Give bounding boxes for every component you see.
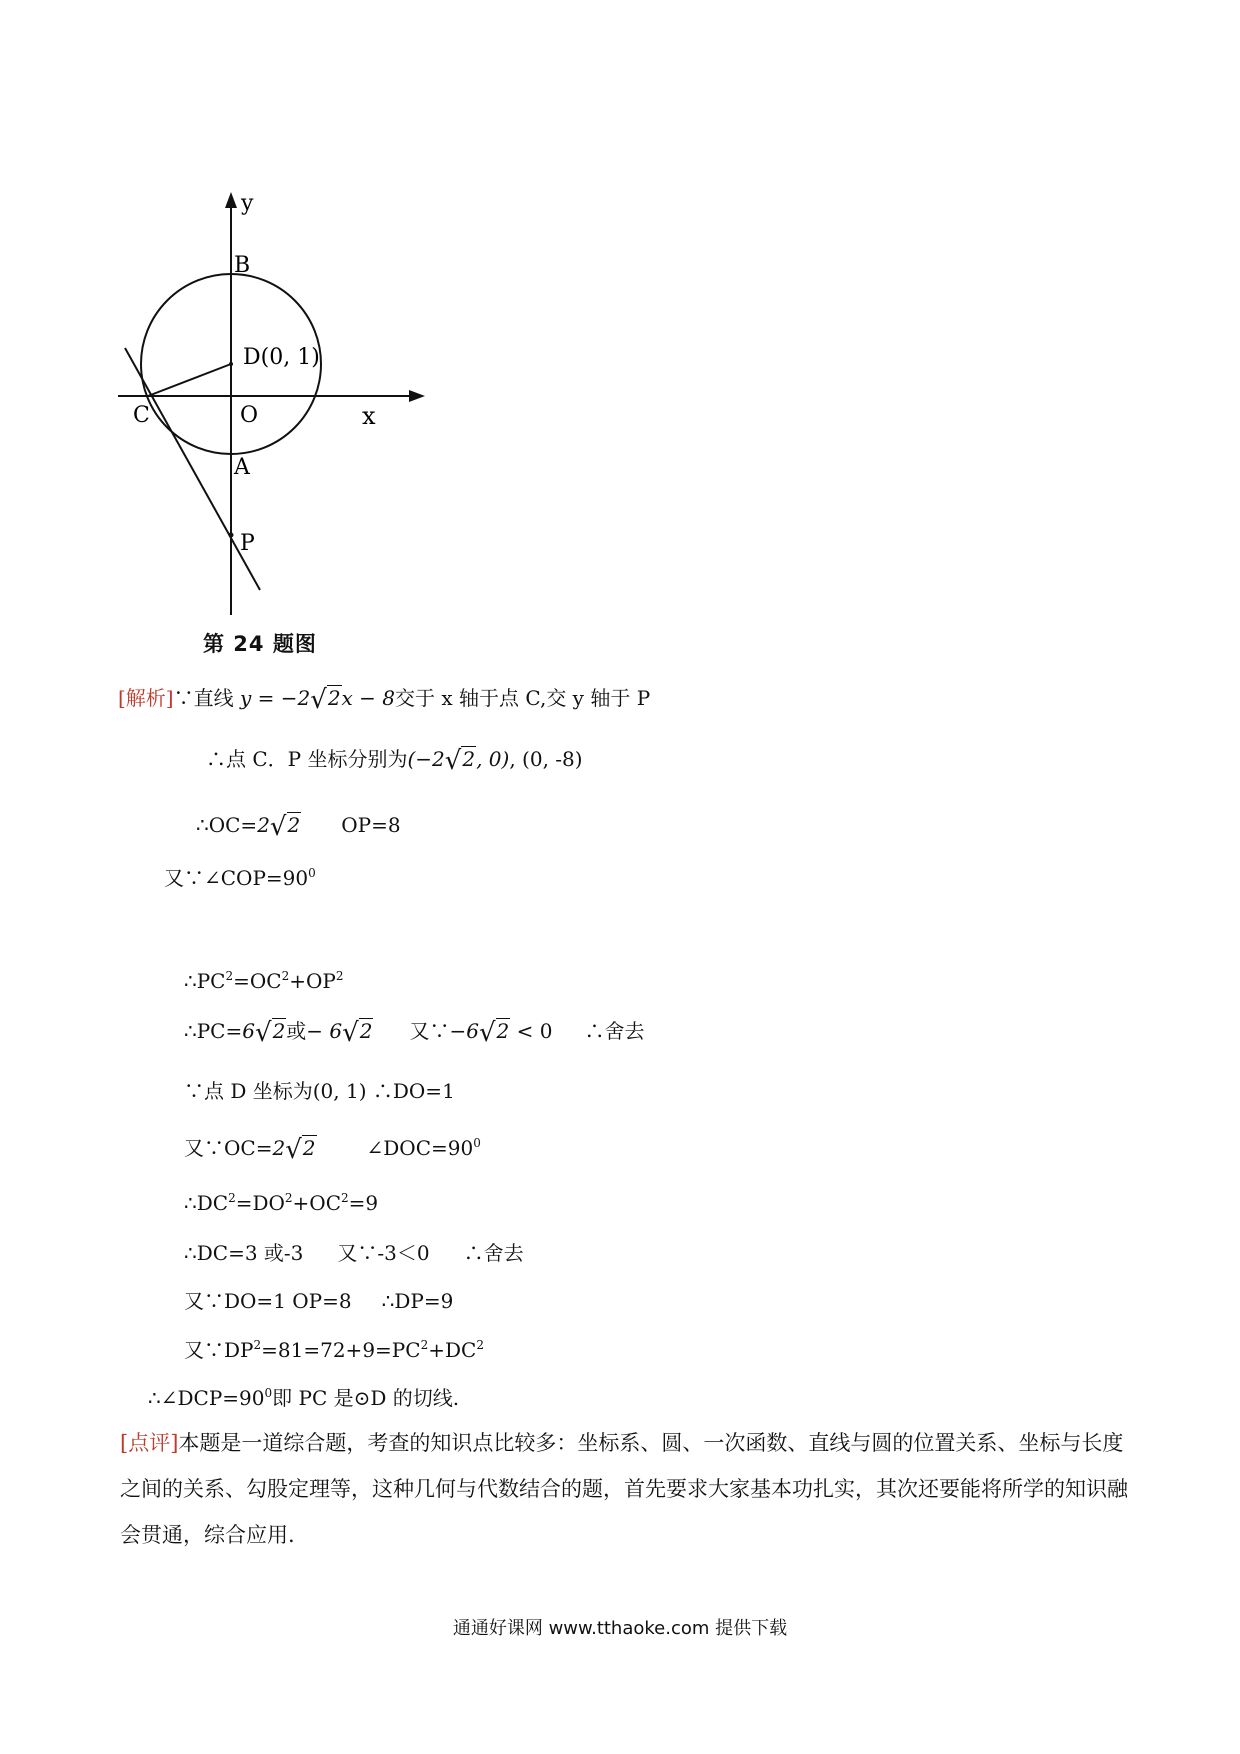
y-axis-arrow-icon [225, 192, 237, 208]
solution-line-4: 又$\because\angle COP=90^0$ [164, 866, 316, 890]
sqrt-symbol: √2 [285, 1135, 316, 1165]
label-x: x [362, 402, 376, 430]
solution-line-7: ∵点 D 坐标为(0, 1) ∴DO=1 [184, 1079, 455, 1103]
point-p [229, 533, 234, 538]
comment-paragraph [120, 1420, 1130, 1558]
sqrt-symbol: √2 [310, 685, 341, 715]
label-b: B [234, 253, 251, 278]
sqrt-symbol: √2 [269, 812, 301, 842]
geometry-figure [110, 190, 440, 660]
sqrt-symbol: √2 [342, 1018, 373, 1048]
solution-line-3: ∴OC=2√2 OP=8 [196, 812, 401, 842]
label-o: O [240, 403, 259, 428]
solution-line-2: ∴点 C．P 坐标分别为(−2√2, 0), (0, -8) [206, 746, 583, 776]
solution-line-8: 又∵OC=2√2 $\angle DOC=90^0$ [184, 1135, 481, 1165]
comment-text: 本题是一道综合题，考查的知识点比较多：坐标系、圆、一次函数、直线与圆的位置关系、坐标与长度之间的关系、勾股定理等，这种几何与代数结合的题，首先要求大家基本功扎实，其次还要能将所学的知识融会贯通，综合应用. [120, 1431, 1128, 1547]
radius-dc [148, 364, 231, 396]
x-axis-arrow-icon [409, 390, 425, 402]
comment-tag: [点评] [120, 1431, 179, 1455]
label-a: A [234, 455, 250, 480]
analysis-tag: [解析] [118, 686, 174, 710]
solution-line-10: ∴DC=3 或-3 又∵-3＜0 ∴舍去 [184, 1241, 524, 1265]
label-d: D(0, 1) [243, 345, 320, 370]
solution-line-13: $\therefore\angle DCP=90^0$即 PC 是⊙D 的切线. [148, 1386, 460, 1410]
figure-caption: 第 24 题图 [203, 632, 317, 656]
point-d [229, 362, 233, 366]
label-y: y [241, 191, 254, 216]
solution-line-6: ∴PC=6√2或− 6√2 又∵−6√2 < 0 ∴舍去 [184, 1018, 645, 1048]
solution-line-1: [解析]∵直线 y = −2√2x − 8交于 x 轴于点 C,交 y 轴于 P [118, 685, 651, 715]
circle-tangent-diagram [110, 190, 440, 660]
sqrt-symbol: √2 [444, 746, 476, 776]
solution-line-12: 又$\because DP^2=81=72+9=PC^2+DC^2$ [184, 1338, 484, 1362]
label-p: P [240, 531, 255, 556]
solution-line-5: $\therefore PC^2=OC^2+OP^2$ [184, 969, 344, 993]
solution-line-9: $\therefore DC^2=DO^2+OC^2=9$ [184, 1191, 379, 1215]
page-footer: 通通好课网 www.tthaoke.com 提供下载 [452, 1618, 788, 1639]
solution-line-11: 又∵DO=1 OP=8 ∴DP=9 [184, 1289, 454, 1313]
label-c: C [133, 403, 150, 428]
sqrt-symbol: √2 [478, 1018, 510, 1048]
sqrt-symbol: √2 [254, 1018, 286, 1048]
